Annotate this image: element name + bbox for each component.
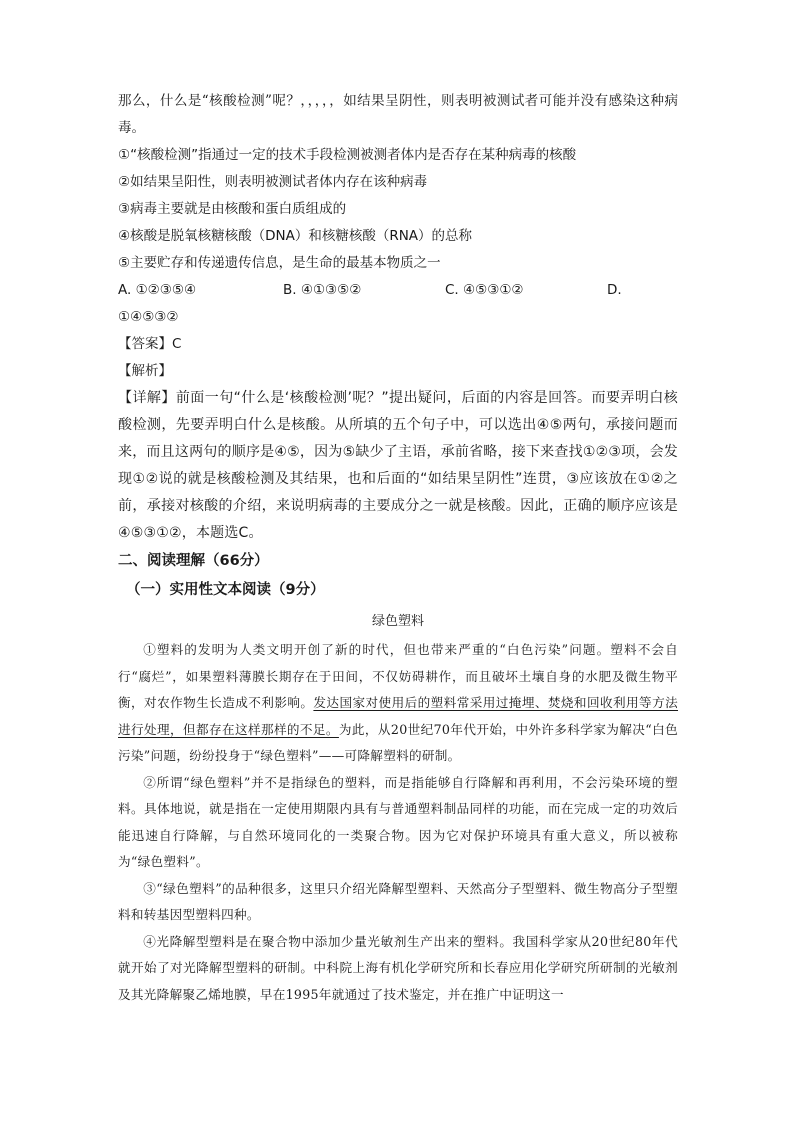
option-d-value: ①④⑤③② — [118, 309, 179, 325]
sentence-item: ①“核酸检测”指通过一定的技术手段检测被测者体内是否存在某种病毒的核酸 — [118, 147, 577, 163]
p1-text-after: 为此，从20世纪70年代开始，中外许多科学家为解决“白色污染”问题，纷纷投身于“绿色塑料”——可降解塑料的研制。 — [118, 721, 678, 763]
answer-label: 【答案】 — [118, 336, 172, 352]
article-paragraph-4: ④光降解型塑料是在聚合物中添加少量光敏剂生产出来的塑料。我国科学家从20世纪80年代就开始了对光降解型塑料的研制。中科院上海有机化学研究所和长春应用化学研究所研制的光敏剂及其光降解聚乙烯地膜，早在1995年就通过了技术鉴定，并在推广中证明这一 — [118, 933, 678, 1002]
sentence-list — [118, 142, 678, 277]
subsection-heading: （一）实用性文本阅读（9分） — [126, 582, 325, 598]
document-page — [118, 88, 678, 1008]
sentence-item: ⑤主要贮存和传递遗传信息，是生命的最基本物质之一 — [118, 255, 441, 271]
detail-explanation — [118, 385, 678, 547]
sentence-item: ③病毒主要就是由核酸和蛋白质组成的 — [118, 201, 347, 217]
option-a: A. ①②③⑤④ — [118, 282, 197, 298]
section-heading: 二、阅读理解（66分） — [118, 553, 269, 569]
article-paragraph-2: ②所谓“绿色塑料”并不是指绿色的塑料，而是指能够自行降解和再利用，不会污染环境的塑料。具体地说，就是指在一定使用期限内具有与普通塑料制品同样的功能，而在完成一定的功效后能迅速自行降解，与自然环境同化的一类聚合物。因为它对保护环境具有重大意义，所以被称为“绿色塑料”。 — [118, 774, 678, 869]
analysis-label: 【解析】 — [118, 363, 172, 379]
article-title: 绿色塑料 — [371, 614, 424, 629]
detail-label: 【详解】 — [118, 390, 176, 406]
question-intro: 那么，什么是“核酸检测”呢？，，，，，如结果呈阴性，则表明被测试者可能并没有感染这种病毒。 — [118, 93, 678, 136]
p1-text-before: ①塑料的发明为人类文明开创了新的时代，但也带来严重的“白色污染”问题。塑料不会自行“腐烂”，如果塑料薄膜长期存在于田间，不仅妨碍耕作，而且破坏土壤自身的水肥及微生物平衡，对农作物生长造成不利影响。 — [118, 642, 678, 710]
sentence-item: ②如结果呈阳性，则表明被测试者体内存在该种病毒 — [118, 174, 428, 190]
option-d-label: D. — [607, 282, 622, 298]
article-paragraph-1 — [118, 637, 678, 770]
p1-underlined-sentence: 发达国家对使用后的塑料常采用过掩埋、焚烧和回收利用等方法进行处理，但都存在这样那样的不足。 — [118, 695, 679, 737]
answer-options — [118, 277, 678, 304]
answer-value: C — [172, 336, 182, 352]
sentence-item: ④核酸是脱氧核糖核酸（DNA）和核糖核酸（RNA）的总称 — [118, 228, 473, 244]
option-c: C. ④⑤③①② — [445, 282, 524, 298]
article-paragraph-3: ③“绿色塑料”的品种很多，这里只介绍光降解型塑料、天然高分子型塑料、微生物高分子型塑料和转基因型塑料四种。 — [118, 880, 678, 922]
answer-line — [118, 331, 678, 358]
detail-text: 前面一句“什么是‘核酸检测’呢？”提出疑问，后面的内容是回答。而要弄明白核酸检测，先要弄明白什么是核酸。从所填的五个句子中，可以选出④⑤两句，承接问题而来，而且这两句的顺序是④⑤，因为⑤缺少了主语，承前省略，接下来查找①②③项，会发现①②说的就是核酸检测及其结果，也和后面的“如结果呈阴性”连贯，③应该放在①②之前，承接对核酸的介绍，来说明病毒的主要成分之一就是核酸。因此，正确的顺序应该是④⑤③①②，本题选C。 — [118, 390, 678, 541]
option-b: B. ④①③⑤② — [283, 282, 362, 298]
